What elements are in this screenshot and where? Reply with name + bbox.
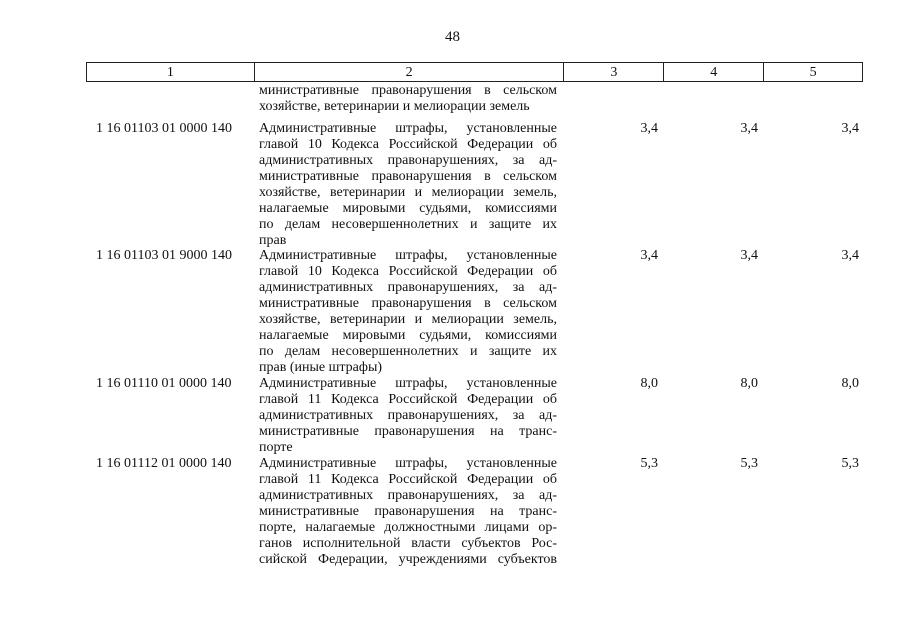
value-col-5: 8,0 <box>841 376 859 391</box>
description-line: прав <box>259 233 287 248</box>
value-col-4: 3,4 <box>740 248 758 263</box>
description-line: министративные правонарушения в сельском <box>259 83 557 98</box>
description-line: порте <box>259 440 293 455</box>
description-line: Административные штрафы, установленные <box>259 376 557 391</box>
row-description <box>259 376 557 456</box>
value-col-3: 5,3 <box>640 456 658 471</box>
page-number: 48 <box>445 29 460 45</box>
table-row <box>86 373 863 453</box>
header-col-5: 5 <box>764 63 863 81</box>
description-line: административных правонарушениях, за ад- <box>259 488 557 503</box>
description-line: министративные правонарушения на транс- <box>259 424 557 439</box>
description-line: административных правонарушениях, за ад- <box>259 280 557 295</box>
header-col-1: 1 <box>87 63 255 81</box>
description-line: по делам несовершеннолетних и защите их <box>259 217 557 232</box>
description-line: главой 10 Кодекса Российской Федерации об <box>259 137 557 152</box>
row-code: 1 16 01112 01 0000 140 <box>96 456 232 471</box>
value-col-5: 3,4 <box>841 121 859 136</box>
description-line: главой 11 Кодекса Российской Федерации об <box>259 472 557 487</box>
table-row <box>86 117 863 248</box>
description-line: министративные правонарушения в сельском <box>259 169 557 184</box>
description-line: порте, налагаемые должностными лицами ор- <box>259 520 557 535</box>
row-description <box>259 456 557 568</box>
value-col-3: 3,4 <box>640 248 658 263</box>
description-line: хозяйстве, ветеринарии и мелиорации земель, <box>259 185 557 200</box>
value-col-4: 5,3 <box>740 456 758 471</box>
table-body <box>86 82 863 565</box>
header-col-3: 3 <box>564 63 664 81</box>
row-code: 1 16 01103 01 9000 140 <box>96 248 232 263</box>
table-row <box>86 453 863 565</box>
description-line: Административные штрафы, установленные <box>259 248 557 263</box>
description-line: главой 10 Кодекса Российской Федерации об <box>259 264 557 279</box>
description-line: налагаемые мировыми судьями, комиссиями <box>259 201 557 216</box>
description-line: налагаемые мировыми судьями, комиссиями <box>259 328 557 343</box>
table-row <box>86 82 863 117</box>
description-line: главой 11 Кодекса Российской Федерации об <box>259 392 557 407</box>
description-line: министративные правонарушения на транс- <box>259 504 557 519</box>
description-line: министративные правонарушения в сельском <box>259 296 557 311</box>
row-code: 1 16 01103 01 0000 140 <box>96 121 232 136</box>
value-col-3: 3,4 <box>640 121 658 136</box>
description-line: хозяйстве, ветеринарии и мелиорации земель, <box>259 312 557 327</box>
table-header <box>86 62 863 82</box>
description-line: по делам несовершеннолетних и защите их <box>259 344 557 359</box>
description-line: сийской Федерации, учреждениями субъектов <box>259 552 557 567</box>
description-line: Административные штрафы, установленные <box>259 121 557 136</box>
description-line: Административные штрафы, установленные <box>259 456 557 471</box>
table-row <box>86 245 863 373</box>
description-line: прав (иные штрафы) <box>259 360 383 375</box>
value-col-3: 8,0 <box>640 376 658 391</box>
row-code: 1 16 01110 01 0000 140 <box>96 376 232 391</box>
description-line: административных правонарушениях, за ад- <box>259 153 557 168</box>
header-col-4: 4 <box>664 63 764 81</box>
value-col-5: 5,3 <box>841 456 859 471</box>
row-description <box>259 83 557 115</box>
row-description <box>259 248 557 376</box>
description-line: ганов исполнительной власти субъектов Рос- <box>259 536 557 551</box>
value-col-5: 3,4 <box>841 248 859 263</box>
value-col-4: 8,0 <box>740 376 758 391</box>
description-line: хозяйстве, ветеринарии и мелиорации земель <box>259 99 530 114</box>
row-description <box>259 121 557 249</box>
description-line: административных правонарушениях, за ад- <box>259 408 557 423</box>
header-col-2: 2 <box>255 63 565 81</box>
value-col-4: 3,4 <box>740 121 758 136</box>
